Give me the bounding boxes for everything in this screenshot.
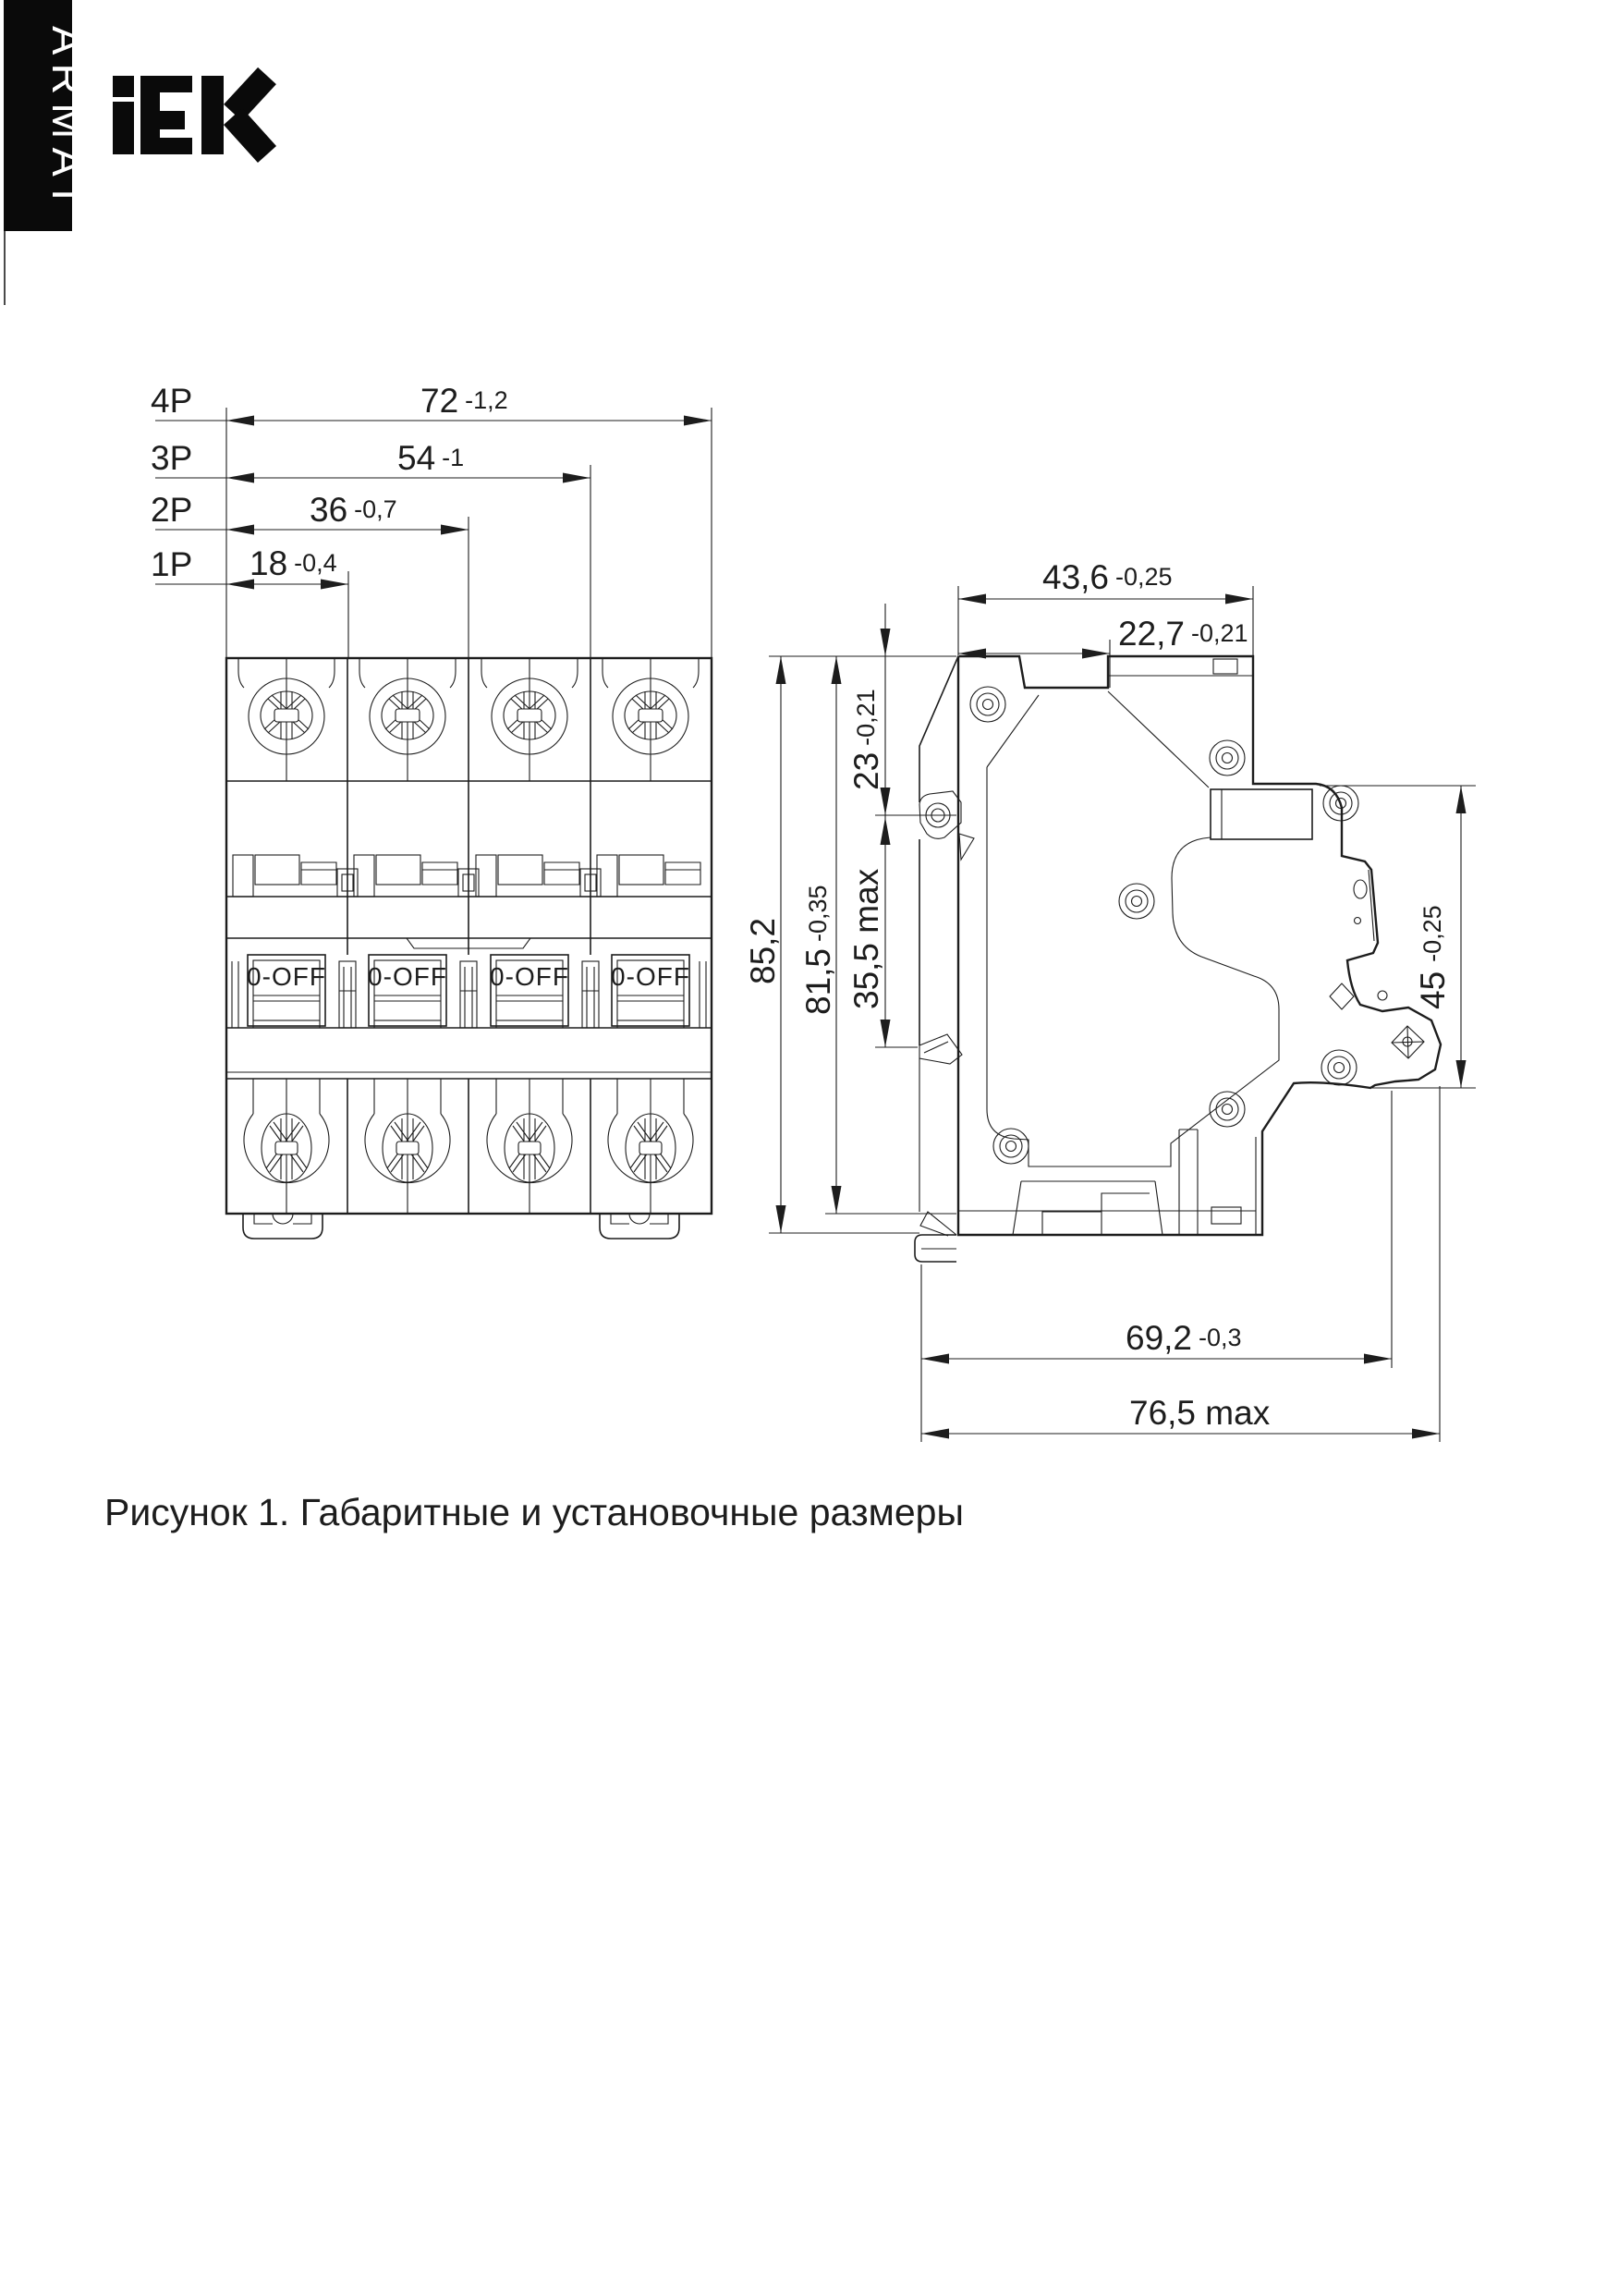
dim-width-4p: 72 -1,2 [420,382,508,420]
front-view [226,658,712,1239]
din-rail-tabs [243,1214,679,1239]
iek-logo-icon [113,76,267,154]
din-mount-side [915,656,974,1262]
rivet-icons [970,687,1358,1164]
brand-header [4,0,267,305]
dim-width-max: 76,5 max [1129,1394,1271,1432]
dim-width-2p: 36 -0,7 [310,491,397,529]
latch-details [233,855,700,897]
side-view [915,656,1441,1262]
pole-label-3p: 3P [151,439,193,477]
dim-height-total: 85,2 [744,917,782,984]
dim-width-1p: 18 -0,4 [250,544,337,582]
toggle-and-seal [1330,870,1424,1058]
dim-height-case: 81,5-0,35 [799,885,837,1015]
toggle-switches [232,955,706,1028]
side-dimensions [744,558,1476,1442]
internal-contour [987,691,1312,1166]
side-bottom-details [958,1130,1256,1235]
dim-height-front: 45-0,25 [1414,905,1452,1009]
dim-top-depth: 23-0,21 [847,689,885,790]
dim-width-3p: 54 -1 [397,439,465,477]
dim-clip-depth: 35,5 max [847,868,885,1009]
figure-caption: Рисунок 1. Габаритные и установочные размеры [104,1491,964,1533]
armat-vertical-label: ARMAT [43,26,92,217]
dim-width-bottom: 69,2 -0,3 [1126,1319,1242,1357]
dim-depth-step: 22,7 -0,21 [1118,615,1248,653]
dim-depth-top: 43,6 -0,25 [1042,558,1173,596]
pole-label-1p: 1P [151,545,193,583]
pole-label-4p: 4P [151,382,193,420]
pole-label-2p: 2P [151,491,193,529]
front-dimensions [151,382,712,658]
